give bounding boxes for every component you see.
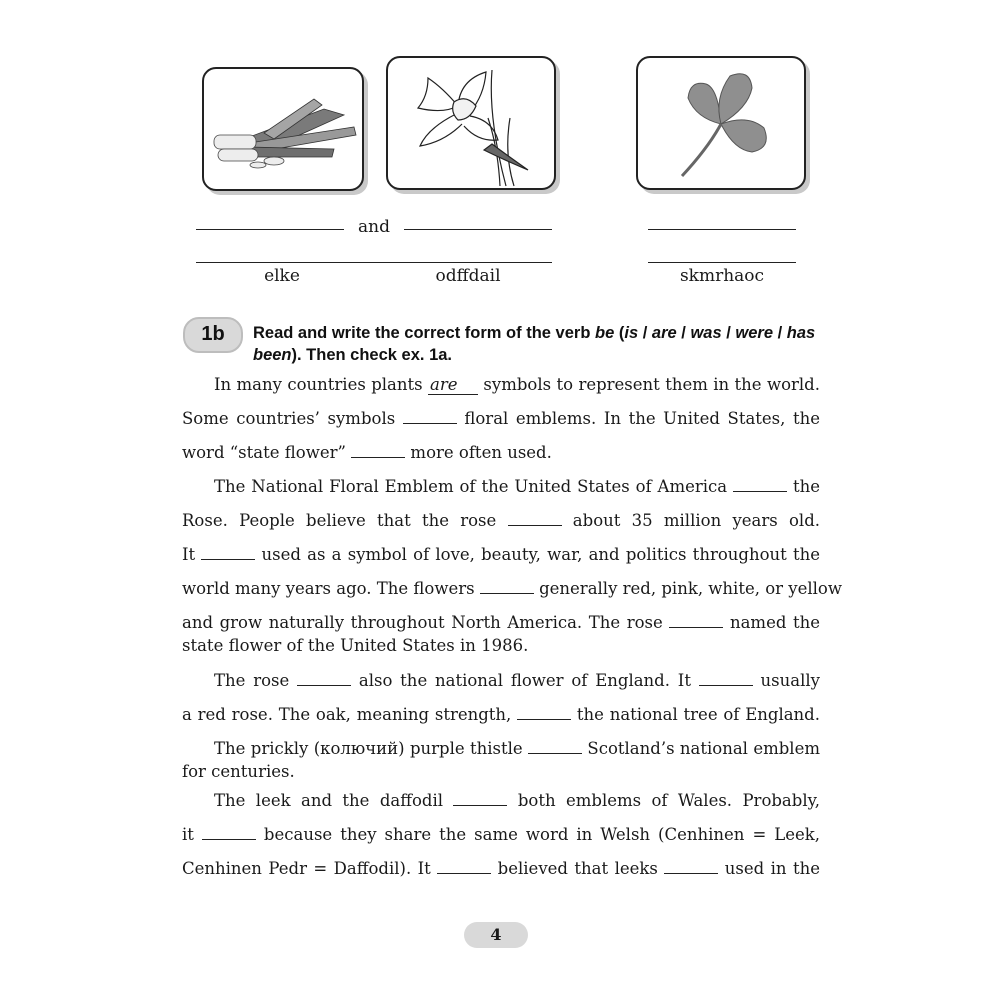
text-segment: symbols to represent them in the world.	[478, 375, 820, 394]
text-line	[182, 859, 820, 878]
text-segment: The rose	[214, 671, 298, 690]
leek-illustration	[204, 69, 362, 189]
text-segment: it	[182, 825, 202, 844]
fill-in-blank[interactable]	[664, 859, 718, 874]
answer-line-leek-top[interactable]	[196, 229, 344, 230]
fill-in-blank[interactable]	[733, 477, 787, 492]
text-line	[182, 825, 820, 844]
fill-in-blank[interactable]	[699, 671, 753, 686]
text-line	[214, 477, 820, 496]
text-line	[214, 671, 820, 690]
fill-in-blank[interactable]	[453, 791, 507, 806]
fill-in-blank[interactable]	[403, 409, 457, 424]
text-segment: the national tree of England.	[571, 705, 820, 724]
text-segment: more often used.	[405, 443, 552, 462]
text-segment: used in the	[718, 859, 820, 878]
fill-in-blank[interactable]	[480, 579, 534, 594]
fill-in-blank[interactable]	[437, 859, 491, 874]
example-answer: are	[428, 375, 478, 395]
text-segment: for centuries.	[182, 762, 295, 781]
text-segment: world many years ago. The flowers	[182, 579, 480, 598]
answer-line-leek-daffodil[interactable]	[196, 262, 552, 263]
text-line	[182, 545, 820, 564]
text-segment: Some countries’ symbols	[182, 409, 403, 428]
text-segment: about 35 million years old.	[561, 511, 821, 530]
text-line	[214, 791, 820, 810]
fill-in-blank[interactable]	[201, 545, 255, 560]
text-segment: named the	[723, 613, 820, 632]
text-segment: The National Floral Emblem of the United States of America	[214, 477, 734, 496]
text-segment: It	[182, 545, 202, 564]
shamrock-picture	[636, 56, 806, 190]
text-segment: believed that leeks	[491, 859, 665, 878]
fill-in-blank[interactable]	[297, 671, 351, 686]
text-segment: a red rose. The oak, meaning strength,	[182, 705, 518, 724]
page-number: 4	[464, 922, 528, 948]
answer-line-shamrock-top[interactable]	[648, 229, 796, 230]
shamrock-illustration	[638, 58, 804, 188]
text-segment: word “state flower”	[182, 443, 352, 462]
text-segment: also the national flower of England. It	[351, 671, 699, 690]
answer-line-shamrock[interactable]	[648, 262, 796, 263]
fill-in-blank[interactable]	[528, 739, 582, 754]
text-segment: used as a symbol of love, beauty, war, and politics throughout the	[255, 545, 820, 564]
text-segment: Cenhinen Pedr = Daffodil). It	[182, 859, 438, 878]
text-line	[182, 762, 820, 781]
scrambled-word-leek: elke	[264, 266, 300, 286]
text-segment: The prickly (колючий) purple thistle	[214, 739, 529, 758]
fill-in-blank[interactable]	[202, 825, 256, 840]
text-segment: because they share the same word in Welsh (Cenhinen = Leek,	[255, 825, 820, 844]
text-line	[182, 705, 820, 724]
scrambled-word-daffodil: odffdail	[435, 266, 501, 286]
and-label: and	[358, 217, 390, 237]
exercise-instruction: Read and write the correct form of the verb be (is / are / was / were / has been). Then check ex. 1a.	[253, 324, 816, 364]
text-segment: usually	[752, 671, 820, 690]
text-segment: state flower of the United States in 1986.	[182, 636, 529, 655]
text-line	[182, 579, 842, 598]
fill-in-blank[interactable]	[508, 511, 562, 526]
text-segment: In many countries plants	[214, 375, 429, 394]
answer-line-daffodil-top[interactable]	[404, 229, 552, 230]
text-segment: the	[787, 477, 820, 496]
text-line	[182, 443, 820, 462]
text-segment: floral emblems. In the United States, the	[456, 409, 820, 428]
text-line	[214, 375, 820, 395]
daffodil-illustration	[388, 58, 554, 188]
text-line	[182, 511, 820, 530]
text-segment: Scotland’s national emblem	[582, 739, 820, 758]
text-segment: generally red, pink, white, or yellow	[533, 579, 842, 598]
fill-in-blank[interactable]	[351, 443, 405, 458]
text-line	[182, 409, 820, 428]
exercise-number-badge: 1b	[183, 317, 243, 353]
scrambled-word-shamrock: skmrhaoc	[679, 266, 765, 286]
text-line	[182, 636, 820, 655]
text-segment: The leek and the daffodil	[214, 791, 454, 810]
fill-in-blank[interactable]	[669, 613, 723, 628]
daffodil-picture	[386, 56, 556, 190]
text-segment: both emblems of Wales. Probably,	[507, 791, 820, 810]
fill-in-blank[interactable]	[517, 705, 571, 720]
text-segment: and grow naturally throughout North America. The rose	[182, 613, 670, 632]
text-line	[214, 739, 820, 758]
leek-picture	[202, 67, 364, 191]
text-line	[182, 613, 820, 632]
text-segment: Rose. People believe that the rose	[182, 511, 508, 530]
